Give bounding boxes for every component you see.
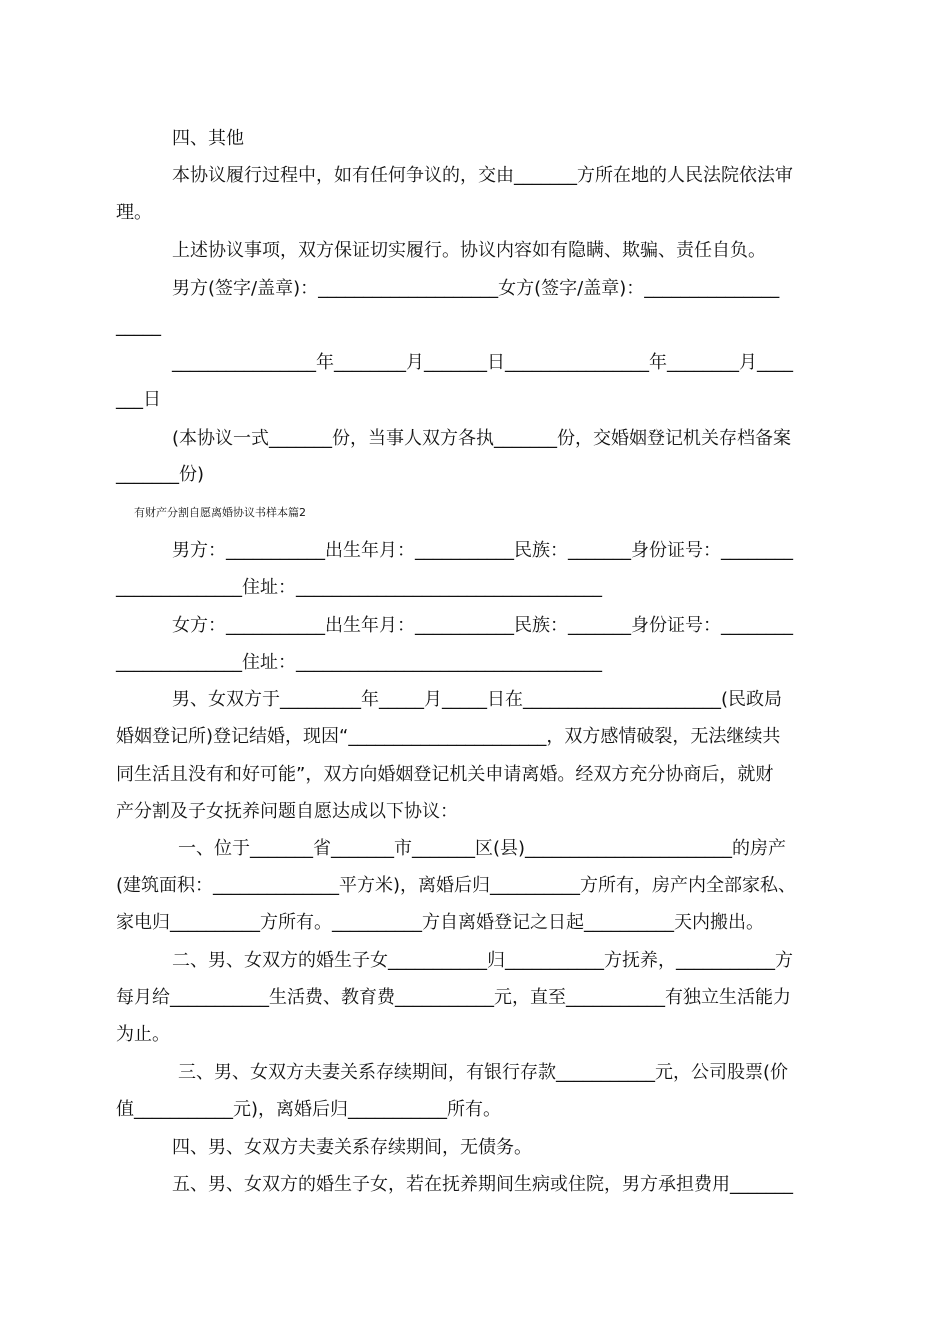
clause-one-line: 一、位于_______省_______市_______区(县)_______________________的房产 (178, 838, 787, 859)
clause-three-line: 三、男、女双方夫妻关系存续期间，有银行存款___________元，公司股票(价 (178, 1062, 789, 1083)
female-info-line: 女方：___________出生年月：___________民族：_______身份证号：________ (172, 615, 793, 636)
signature-line: 男方(签字/盖章)：____________________女方(签字/盖章)：_______________ (172, 278, 780, 299)
clause-two-line: 为止。 (116, 1024, 170, 1045)
date-line-cont: ___日 (116, 389, 161, 410)
paragraph-line: 男、女双方于_________年_____月_____日在______________________(民政局 (172, 689, 783, 710)
paragraph-line: 本协议履行过程中，如有任何争议的，交由_______方所在地的人民法院依法审 (172, 165, 793, 186)
document-title: 有财产分割自愿离婚协议书样本篇2 (134, 506, 306, 519)
section-heading-other: 四、其他 (172, 128, 244, 149)
clause-one-line: 家电归__________方所有。__________方自离婚登记之日起__________天内搬出。 (116, 912, 764, 933)
clause-two-line: 二、男、女双方的婚生子女___________归___________方抚养，___________方 (172, 950, 793, 971)
paragraph-line: 同生活且没有和好可能”，双方向婚姻登记机关申请离婚。经双方充分协商后，就财 (116, 764, 774, 785)
clause-four-line: 四、男、女双方夫妻关系存续期间，无债务。 (172, 1137, 532, 1158)
paragraph-line: 婚姻登记所)登记结婚，现因“______________________，双方感情破裂，无法继续共 (116, 726, 781, 747)
date-line: ________________年________月_______日________________年________月____ (172, 352, 793, 373)
copies-note-cont: _______份) (116, 464, 205, 485)
clause-three-line: 值___________元)，离婚后归___________所有。 (116, 1099, 502, 1120)
male-info-line: 男方：___________出生年月：___________民族：_______身份证号：________ (172, 540, 793, 561)
signature-line-cont: _____ (116, 316, 161, 337)
clause-two-line: 每月给___________生活费、教育费___________元，直至___________有独立生活能力 (116, 987, 791, 1008)
paragraph-line: 理。 (116, 202, 152, 223)
clause-one-line: (建筑面积：______________平方米)，离婚后归__________方所有，房产内全部家私、 (116, 875, 797, 896)
paragraph-line: 产分割及子女抚养问题自愿达成以下协议： (116, 801, 458, 822)
copies-note: (本协议一式_______份，当事人双方各执_______份，交婚姻登记机关存档备案 (172, 428, 792, 449)
female-address-line: ______________住址：__________________________________ (116, 652, 602, 673)
paragraph-line: 上述协议事项，双方保证切实履行。协议内容如有隐瞒、欺骗、责任自负。 (172, 240, 766, 261)
clause-five-line: 五、男、女双方的婚生子女，若在抚养期间生病或住院，男方承担费用_______ (172, 1174, 793, 1195)
male-address-line: ______________住址：__________________________________ (116, 577, 602, 598)
